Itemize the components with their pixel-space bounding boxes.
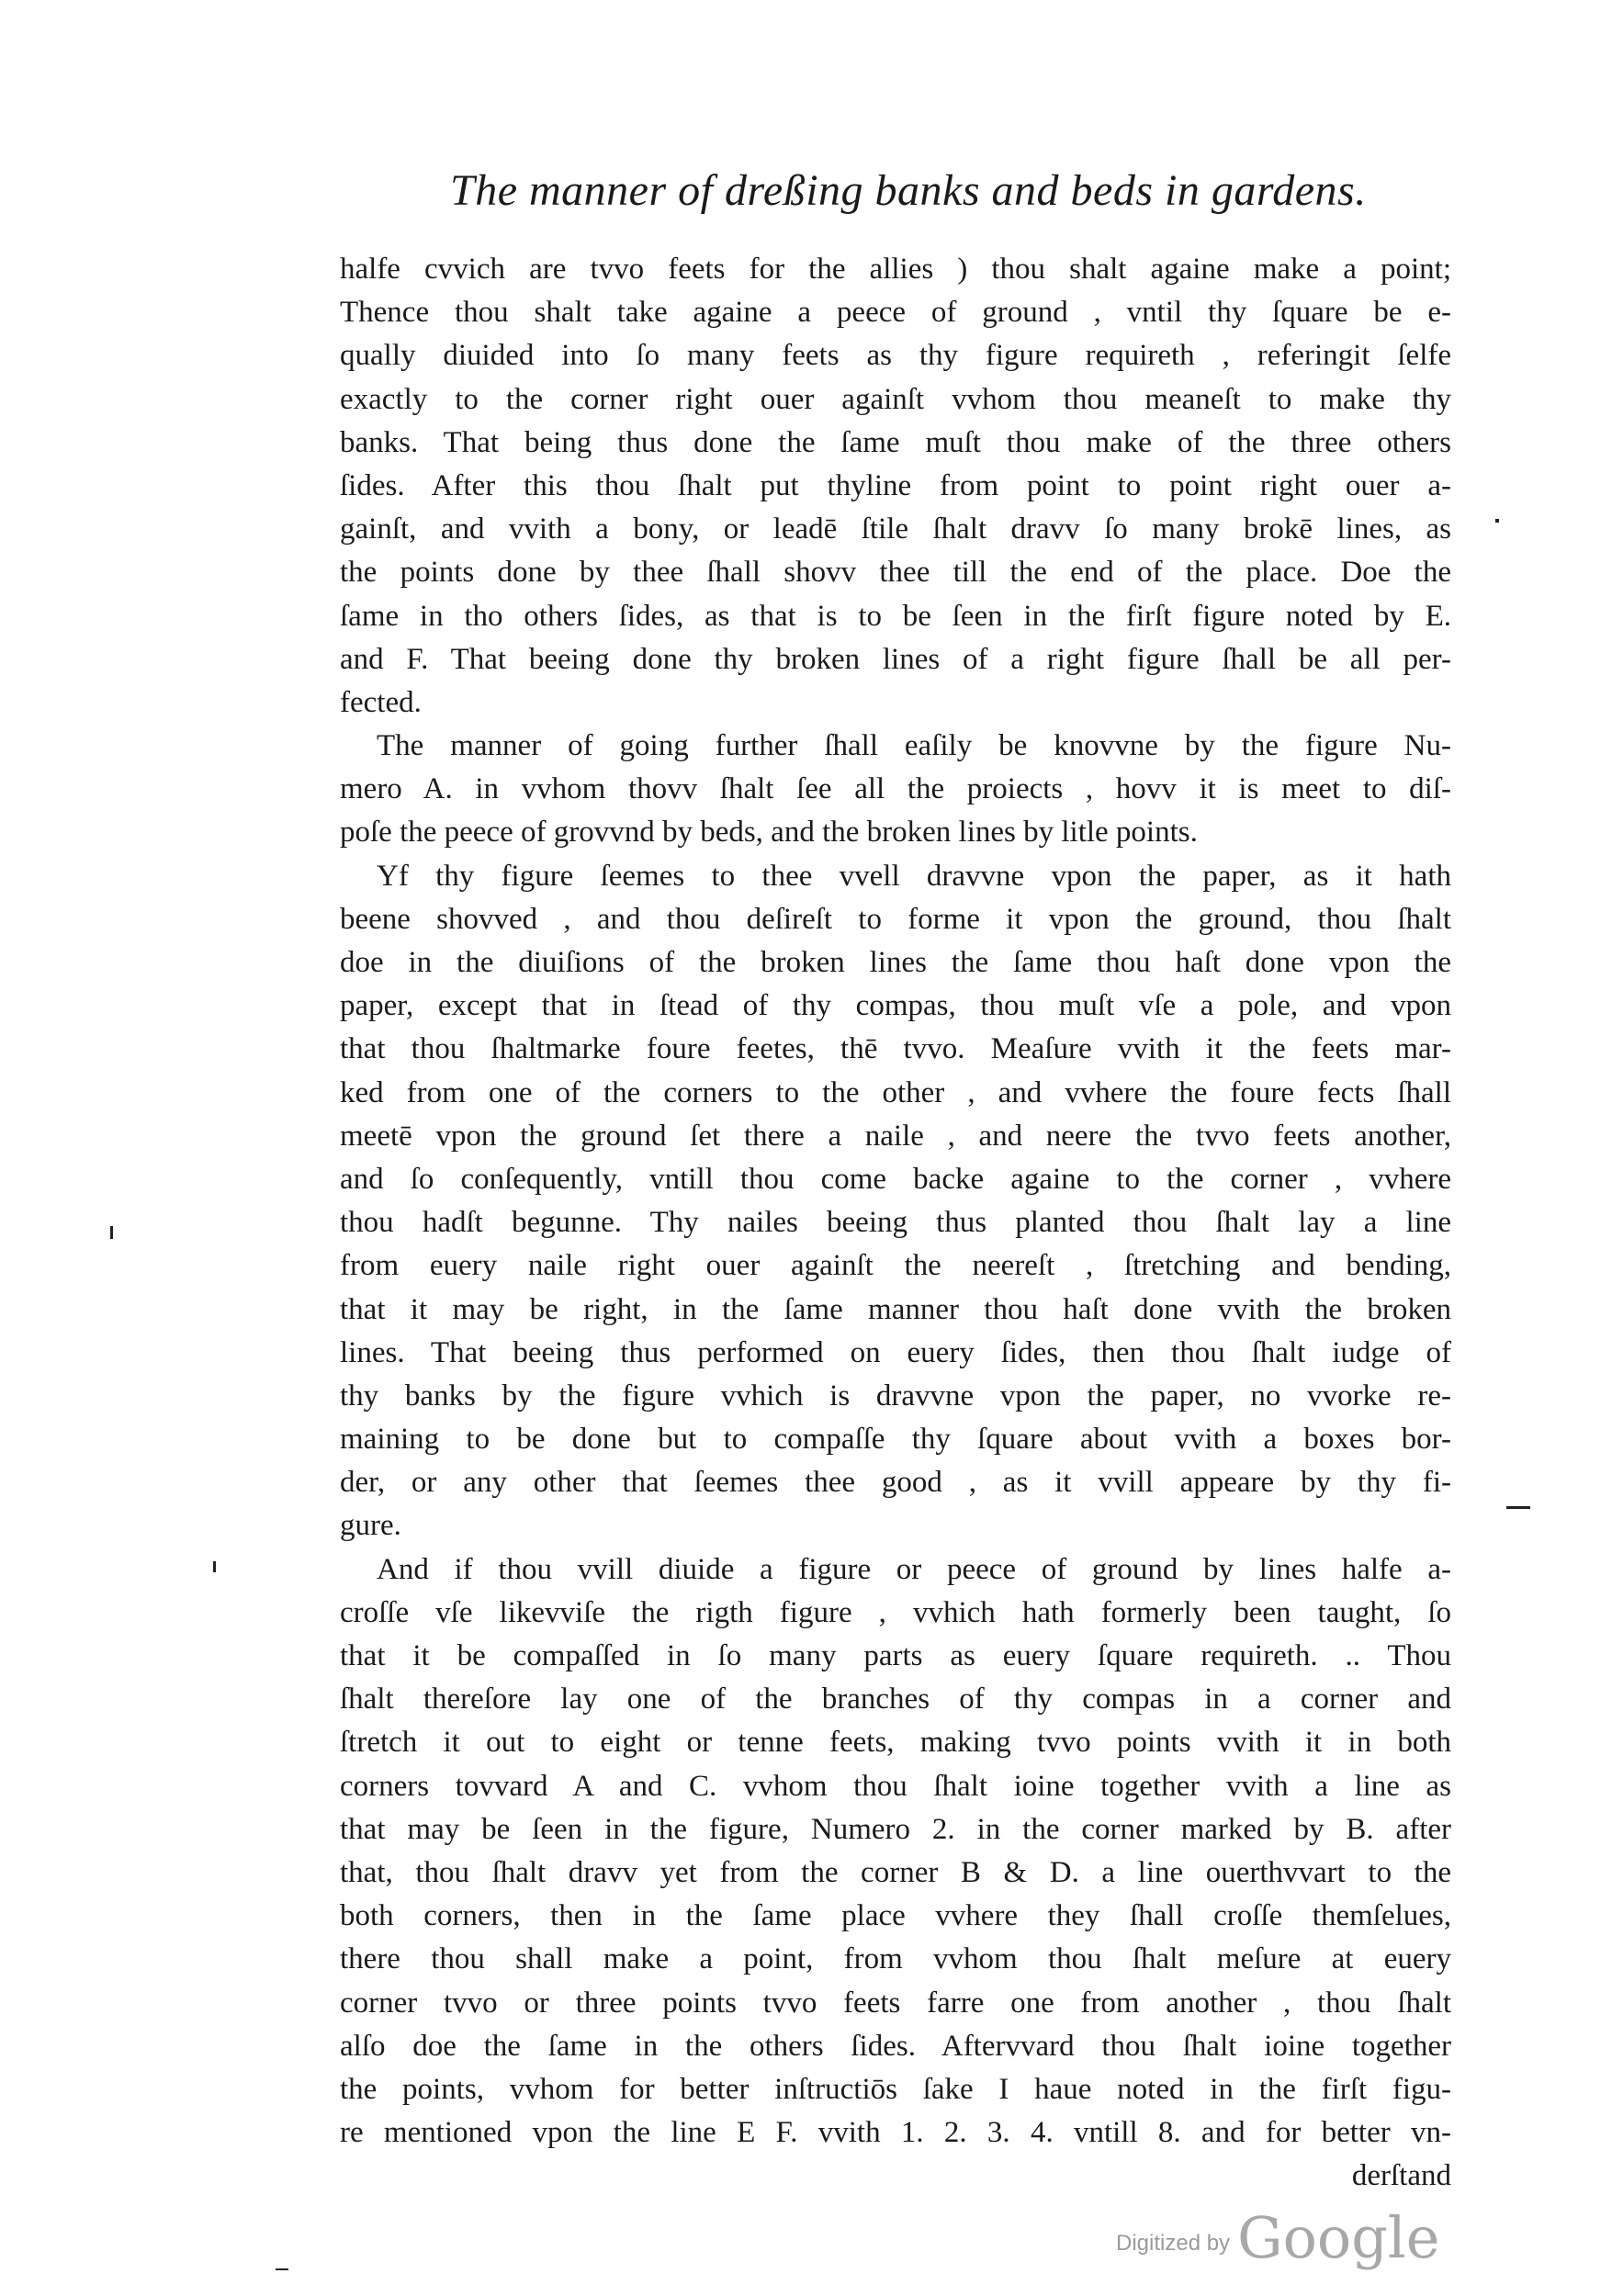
text-line: that it may be right, in the ſame manner thou haſt done vvith the broken [340,1292,1451,1326]
text-line: halfe cvvich are tvvo feets for the allies ) thou shalt againe make a point; [340,253,1451,286]
text-line: fected. [340,685,422,719]
paragraph-2 [340,725,1451,855]
text-line: ſame in tho others ſides, as that is to be ſeen in the firſt figure noted by E. [340,599,1451,633]
text-line: and F. That beeing done thy broken lines of a right figure ſhall be all per- [340,642,1451,676]
text-line: that may be ſeen in the figure, Numero 2. in the corner marked by B. after [340,1812,1451,1846]
text-line: the points, vvhom for better inſtructiōs ſake I haue noted in the firſt figu- [340,2072,1451,2106]
margin-speck [213,1561,216,1572]
running-head: The manner of dreßing banks and beds in gardens. [450,166,1367,215]
text-line: der, or any other that ſeemes thee good , as it vvill appeare by thy fi- [340,1466,1451,1500]
text-line: banks. That being thus done the ſame muſt thou make of the three others [340,425,1451,459]
digitized-by-watermark [1116,2204,1439,2271]
text-line: corners tovvard A and C. vvhom thou ſhalt ioine together vvith a line as [340,1769,1451,1803]
margin-speck [1495,519,1499,523]
text-line: lines. That beeing thus performed on euery ſides, then thou ſhalt iudge of [340,1335,1451,1369]
text-line: ſtretch it out to eight or tenne feets, making tvvo points vvith it in both [340,1726,1451,1760]
text-line: that, thou ſhalt dravv yet from the corner B & D. a line ouerthvvart to the [340,1855,1451,1889]
text-line: poſe the peece of grovvnd by beds, and the broken lines by litle points. [340,816,1198,850]
paragraph-3 [340,855,1451,1548]
watermark-prefix: Digitized by [1116,2231,1231,2256]
text-line: exactly to the corner right ouer againſt vvhom thou meaneſt to make thy [340,382,1451,416]
text-line: The manner of going further ſhall eaſily be knovvne by the figure Nu- [377,729,1451,763]
text-line: re mentioned vpon the line E F. vvith 1. 2. 3. 4. vntill 8. and for better vn- [340,2116,1451,2150]
text-line: from euery naile right ouer againſt the neereſt , ſtretching and bending, [340,1249,1451,1283]
text-line: Thence thou shalt take againe a peece of ground , vntil thy ſquare be e- [340,296,1451,330]
text-line: both corners, then in the ſame place vvhere they ſhall croſſe themſelues, [340,1899,1451,1933]
paragraph-4 [340,1548,1451,2155]
paragraph-1 [340,248,1451,725]
google-logo: Google [1237,2204,1440,2271]
text-line: gure. [340,1509,401,1543]
text-line: mero A. in vvhom thovv ſhalt ſee all the proiects , hovv it is meet to diſ- [340,772,1451,806]
text-line: ſides. After this thou ſhalt put thyline from point to point right ouer a- [340,468,1451,502]
text-line: paper, except that in ſtead of thy compas, thou muſt vſe a pole, and vpon [340,989,1451,1023]
text-line: qually diuided into ſo many feets as thy figure requireth , referingit ſelfe [340,339,1451,373]
text-line: the points done by thee ſhall shovv thee till the end of the place. Doe the [340,556,1451,590]
text-line: doe in the diuiſions of the broken lines the ſame thou haſt done vpon the [340,946,1451,979]
text-line: that it be compaſſed in ſo many parts as euery ſquare requireth. .. Thou [340,1639,1451,1672]
text-line: croſſe vſe likevviſe the rigth figure , vvhich hath formerly been taught, ſo [340,1595,1451,1629]
margin-speck [276,2268,288,2270]
text-line: And if thou vvill diuide a figure or peece of ground by lines halfe a- [377,1552,1451,1586]
text-line: ſhalt thereſore lay one of the branches of thy compas in a corner and [340,1683,1451,1716]
text-line: beene shovved , and thou deſireſt to forme it vpon the ground, thou ſhalt [340,902,1451,936]
text-line: alſo doe the ſame in the others ſides. Aftervvard thou ſhalt ioine together [340,2029,1451,2063]
text-line: and ſo conſequently, vntill thou come backe againe to the corner , vvhere [340,1162,1451,1196]
text-line: thou hadſt begunne. Thy nailes beeing thus planted thou ſhalt lay a line [340,1206,1451,1240]
text-line: maining to be done but to compaſſe thy ſquare about vvith a boxes bor- [340,1423,1451,1457]
text-line: gainſt, and vvith a bony, or leadē ſtile ſhalt dravv ſo many brokē lines, as [340,512,1451,546]
catchword: derſtand [1351,2159,1451,2193]
text-line: ked from one of the corners to the other , and vvhere the foure fects ſhall [340,1075,1451,1109]
text-line: there thou shall make a point, from vvhom thou ſhalt meſure at euery [340,1942,1451,1976]
body-text [340,248,1451,2198]
margin-speck [1506,1506,1530,1509]
margin-speck [110,1226,113,1239]
text-line: that thou ſhaltmarke foure feetes, thē tvvo. Meaſure vvith it the feets mar- [340,1032,1451,1066]
text-line: corner tvvo or three points tvvo feets farre one from another , thou ſhalt [340,1986,1451,2020]
text-line: meetē vpon the ground ſet there a naile , and neere the tvvo feets another, [340,1119,1451,1153]
text-line: Yf thy figure ſeemes to thee vvell dravvne vpon the paper, as it hath [377,859,1451,893]
text-line: thy banks by the figure vvhich is dravvne vpon the paper, no vvorke re- [340,1379,1451,1412]
